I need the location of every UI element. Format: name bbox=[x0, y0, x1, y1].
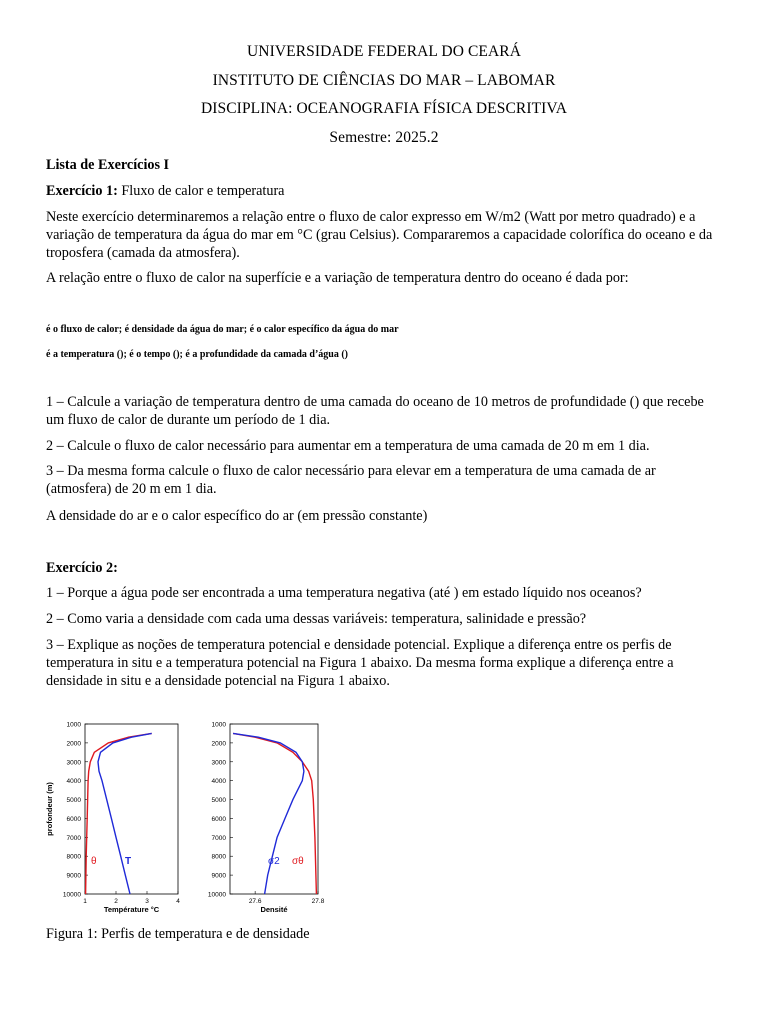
series-label: T bbox=[125, 855, 132, 867]
y-tick-label: 6000 bbox=[211, 815, 226, 823]
exercise-2-title: Exercício 2: bbox=[46, 560, 118, 576]
y-tick-label: 3000 bbox=[66, 759, 81, 767]
y-tick-label: 1000 bbox=[211, 721, 226, 729]
y-tick-label: 3000 bbox=[211, 759, 226, 767]
intro-line: Neste exercício determinaremos a relação entre o fluxo de calor expresso em W/m2 (Watt por metro quadrado) e a bbox=[46, 209, 696, 225]
y-tick-label: 10000 bbox=[62, 891, 81, 899]
intro-line: troposfera (camada da atmosfera). bbox=[46, 245, 240, 262]
series-label: σθ bbox=[292, 855, 304, 867]
x-axis-label: Température °C bbox=[103, 905, 160, 914]
y-tick-label: 1000 bbox=[66, 721, 81, 729]
series-line bbox=[233, 733, 316, 894]
figure-caption: Figura 1: Perfis de temperatura e de densidade bbox=[46, 926, 310, 942]
question-line: um fluxo de calor de durante um período de 1 dia. bbox=[46, 412, 331, 429]
question-line: 3 – Explique as noções de temperatura potencial e densidade potencial. Explique a diferença entre os perfis de bbox=[46, 637, 672, 653]
x-tick-label: 1 bbox=[83, 898, 87, 905]
series-label: σ2 bbox=[268, 855, 280, 867]
y-tick-label: 7000 bbox=[66, 834, 81, 842]
y-tick-label: 8000 bbox=[66, 853, 81, 861]
y-tick-label: 7000 bbox=[211, 834, 226, 842]
y-tick-label: 5000 bbox=[66, 797, 81, 805]
y-tick-label: 10000 bbox=[207, 891, 226, 899]
y-tick-label: 4000 bbox=[66, 778, 81, 786]
y-tick-label: 8000 bbox=[211, 853, 226, 861]
question-line: temperatura in situ e a temperatura potencial na Figura 1 abaixo. Da mesma forma explique a diferença entre a bbox=[46, 655, 674, 672]
definitions-line-1: é o fluxo de calor; é densidade da água do mar; é o calor específico da água do mar bbox=[46, 324, 399, 335]
series-line bbox=[86, 733, 152, 894]
exercise-1-heading bbox=[46, 182, 726, 200]
y-tick-label: 5000 bbox=[211, 797, 226, 805]
plot-frame bbox=[230, 724, 318, 894]
question-line: 1 – Calcule a variação de temperatura dentro de uma camada do oceano de 10 metros de profundidade () que recebe bbox=[46, 394, 704, 410]
y-tick-label: 4000 bbox=[211, 778, 226, 786]
question-line: densidade in situ e a densidade potencial na Figura 1 abaixo. bbox=[46, 673, 390, 690]
relation-text: A relação entre o fluxo de calor na superfície e a variação de temperatura dentro do oceano é dada por: bbox=[46, 270, 629, 286]
university-name: UNIVERSIDADE FEDERAL DO CEARÁ bbox=[247, 43, 521, 60]
exercise-1-intro bbox=[46, 208, 726, 263]
question-1-3 bbox=[46, 462, 726, 498]
question-2-3 bbox=[46, 636, 726, 691]
x-tick-label: 2 bbox=[114, 898, 118, 905]
discipline-name: DISCIPLINA: OCEANOGRAFIA FÍSICA DESCRITIVA bbox=[200, 100, 568, 117]
exercise-1-subtitle: Fluxo de calor e temperatura bbox=[117, 183, 285, 199]
series-line bbox=[98, 733, 152, 894]
x-tick-label: 3 bbox=[145, 898, 149, 905]
exercise-1-title: Exercício 1: bbox=[46, 183, 118, 199]
y-tick-label: 9000 bbox=[66, 872, 81, 880]
question-line: (atmosfera) de 20 m em 1 dia. bbox=[46, 481, 217, 498]
institute-name: INSTITUTO DE CIÊNCIAS DO MAR – LABOMAR bbox=[212, 72, 556, 89]
x-tick-label: 27.8 bbox=[311, 898, 325, 905]
definitions-line-2: é a temperatura (); é o tempo (); é a profundidade da camada d’água () bbox=[46, 349, 349, 360]
question-2-1: 1 – Porque a água pode ser encontrada a uma temperatura negativa (até ) em estado líquido nos oceanos? bbox=[46, 585, 642, 601]
air-density-note: A densidade do ar e o calor específico do ar (em pressão constante) bbox=[46, 508, 428, 524]
x-tick-label: 4 bbox=[176, 898, 180, 905]
y-tick-label: 2000 bbox=[66, 740, 81, 748]
y-tick-label: 6000 bbox=[66, 815, 81, 823]
question-line: 3 – Da mesma forma calcule o fluxo de calor necessário para elevar em a temperatura de uma camada de ar bbox=[46, 463, 656, 479]
question-2-2: 2 – Como varia a densidade com cada uma dessas variáveis: temperatura, salinidade e pressão? bbox=[46, 611, 587, 627]
list-title: Lista de Exercícios I bbox=[46, 157, 170, 173]
x-axis-label: Densité bbox=[260, 905, 288, 914]
semester-label: Semestre: 2025.2 bbox=[329, 129, 439, 146]
y-tick-label: 9000 bbox=[211, 872, 226, 880]
y-tick-label: 2000 bbox=[211, 740, 226, 748]
x-tick-label: 27.6 bbox=[248, 898, 262, 905]
figure-1-profiles bbox=[40, 714, 340, 920]
y-axis-label: profondeur (m) bbox=[45, 782, 54, 836]
question-1-2: 2 – Calcule o fluxo de calor necessário para aumentar em a temperatura de uma camada de 20 m em 1 dia. bbox=[46, 438, 650, 454]
intro-line: variação de temperatura da água do mar em °C (grau Celsius). Compararemos a capacidade colorífica do oceano e da bbox=[46, 227, 713, 244]
question-1-1 bbox=[46, 393, 726, 429]
series-label: θ bbox=[91, 855, 97, 867]
series-line bbox=[233, 733, 304, 894]
